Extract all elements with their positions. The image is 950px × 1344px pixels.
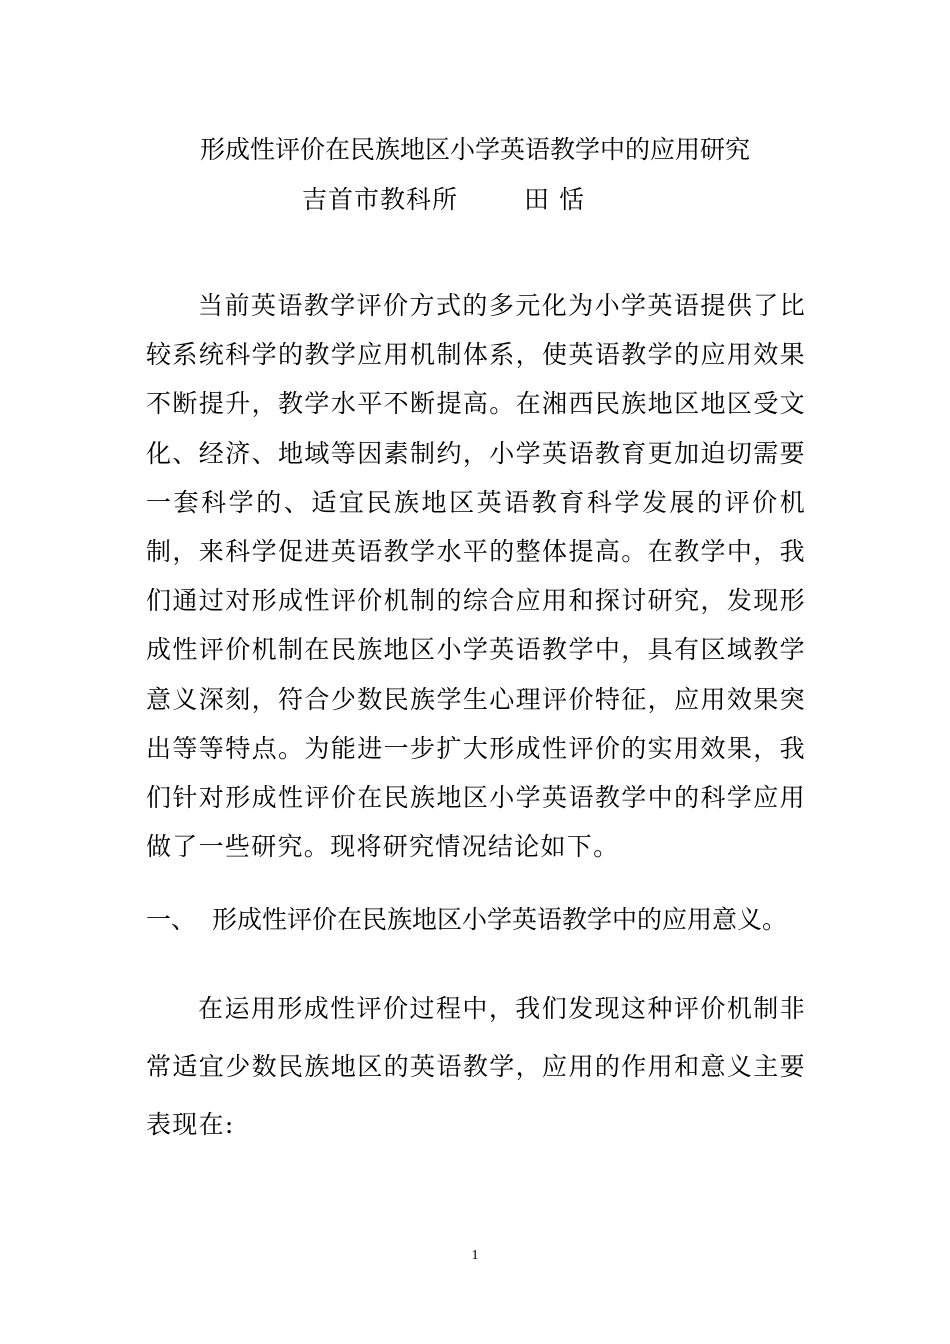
byline bbox=[302, 182, 594, 218]
intro-paragraph: 当前英语教学评价方式的多元化为小学英语提供了比较系统科学的教学应用机制体系，使英语教学的应用效果不断提升，教学水平不断提高。在湘西民族地区地区受文化、经济、地域等因素制约，小学英语教育更加迫切需要一套科学的、适宜民族地区英语教育科学发展的评价机制，来科学促进英语教学水平的整体提高。在教学中，我们通过对形成性评价机制的综合应用和探讨研究，发现形成性评价机制在民族地区小学英语教学中，具有区域教学意义深刻，符合少数民族学生心理评价特征，应用效果突出等等特点。为能进一步扩大形成性评价的实用效果，我们针对形成性评价在民族地区小学英语教学中的科学应用做了一些研究。现将研究情况结论如下。 bbox=[146, 291, 806, 862]
author-affiliation: 吉首市教科所 bbox=[302, 185, 459, 214]
section-heading-text: 形成性评价在民族地区小学英语教学中的应用意义。 bbox=[212, 905, 788, 934]
author-name: 田恬 bbox=[524, 185, 595, 214]
page-number: 1 bbox=[471, 1248, 479, 1263]
section-1-paragraph: 在运用形成性评价过程中，我们发现这种评价机制非常适宜少数民族地区的英语教学，应用的作用和意义主要表现在: bbox=[146, 994, 806, 1139]
document-title: 形成性评价在民族地区小学英语教学中的应用研究 bbox=[199, 135, 750, 164]
section-number: 一、 bbox=[146, 905, 197, 934]
section-heading-1 bbox=[146, 900, 826, 940]
